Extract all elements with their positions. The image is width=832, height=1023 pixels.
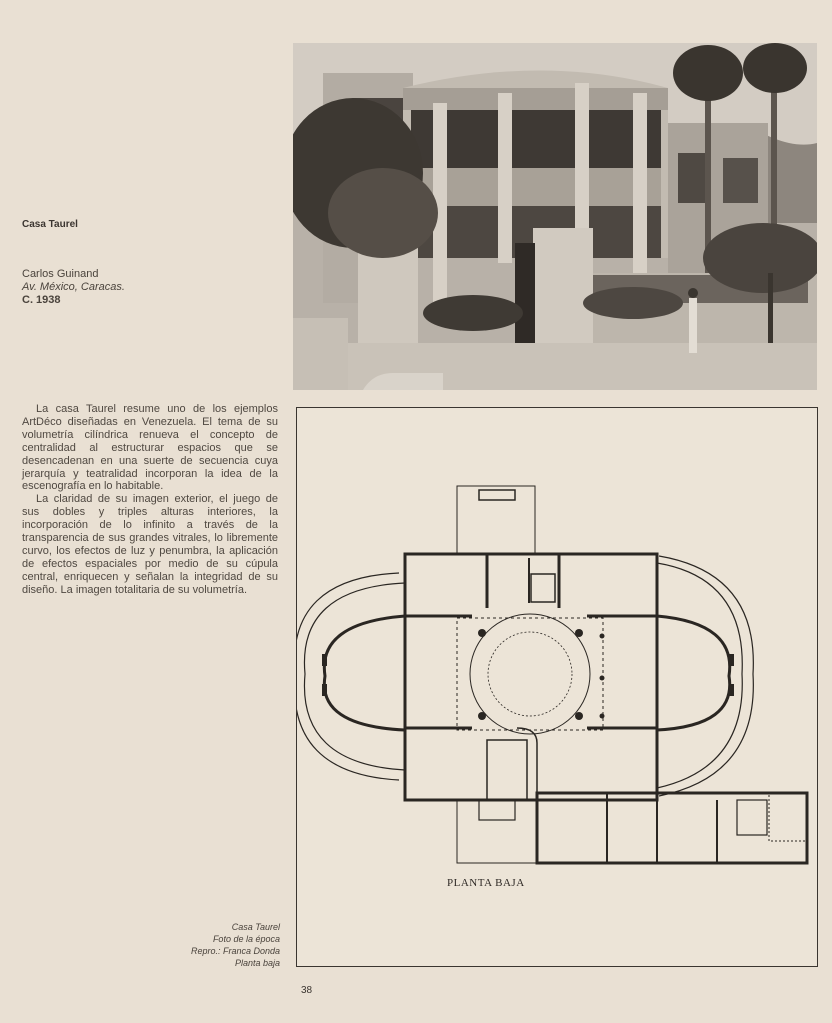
page-number: 38 [301, 985, 313, 996]
caption-line-3: Repro.: Franca Donda [190, 946, 280, 956]
floor-plan-drawing [297, 408, 817, 966]
location: Av. México, Caracas. [22, 281, 125, 293]
article-title: Casa Taurel [22, 219, 78, 230]
figure-caption [150, 921, 280, 969]
house-photo-image [293, 43, 817, 390]
paragraph-1: La casa Taurel resume uno de los ejemplos ArtDéco diseñadas en Venezuela. El tema de su volumetría cilíndrica renueva el concepto de centralidad al estructurar espacios que se desencadenan en una suerte de secuencia cuya jerarquía y teatralidad incorporan la idea de la escenografía en lo habitable. [22, 403, 278, 493]
date: C. 1938 [22, 294, 61, 306]
floor-plan-frame [296, 407, 818, 967]
architect-name: Carlos Guinand [22, 268, 99, 280]
paragraph-2: La claridad de su imagen exterior, el juego de sus dobles y triples alturas interiores, la incorporación de lo infinito a través de la transparencia de sus grandes vitrales, lo libremente curvo, los efectos de luz y penumbra, la aplicación de efectos espaciales por medio de su cúpula central, enriquecen y señalan la integridad de su diseño. La imagen totalitaria de su volumetría. [22, 493, 278, 596]
house-photo [293, 43, 817, 390]
caption-line-2: Foto de la época [212, 934, 280, 944]
credits-block [22, 268, 125, 307]
body-text [22, 403, 278, 597]
plan-label: PLANTA BAJA [447, 877, 525, 889]
caption-line-1: Casa Taurel [231, 922, 280, 932]
caption-line-4: Planta baja [234, 958, 280, 968]
